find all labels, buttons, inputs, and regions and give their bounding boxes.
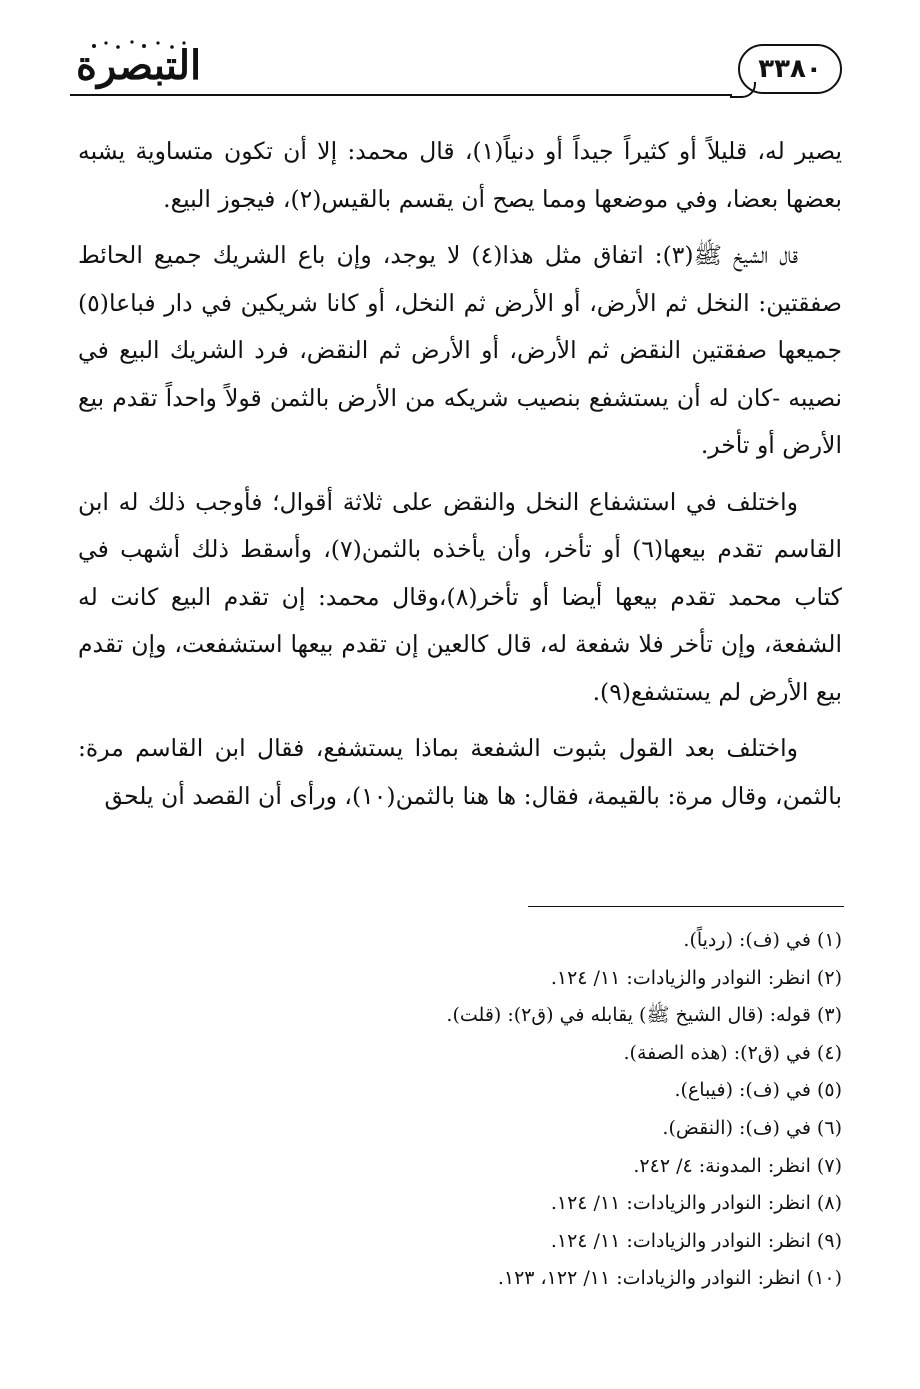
paragraph: قال الشيخ ﷺ(٣): اتفاق مثل هذا(٤) لا يوجد، وإن باع الشريك جميع الحائط صفقتين: النخل ثم الأرض، أو الأرض ثم النخل، أو كانا شريكين في دار فباعا(٥) جميعها صفقتين النقض ثم الأرض، أو الأرض ثم النقض، فرد الشريك البيع في نصيبه -كان له أن يستشفع بنصيب شريكه من الأرض بالثمن قولاً واحداً تقدم بيع الأرض أو تأخر. bbox=[78, 241, 842, 459]
page-number: ٣٣٨٠ bbox=[738, 44, 842, 94]
footnote: (٣) قوله: (قال الشيخ ﷺ) يقابله في (ق٢): (قلت). bbox=[446, 1004, 842, 1027]
footnote: (٤) في (ق٢): (هذه الصفة). bbox=[623, 1041, 842, 1064]
footnote: (١٠) انظر: النوادر والزيادات: ١١/ ١٢٢، ١٢٣. bbox=[497, 1267, 842, 1290]
paragraph: يصير له، قليلاً أو كثيراً جيداً أو دنياً(١)، قال محمد: إلا أن تكون متساوية يشبه بعضها بعضا، وفي موضعها ومما يصح أن يقسم بالقيس(٢)، فيجوز البيع. bbox=[78, 137, 842, 213]
footnote: (٥) في (ف): (فيباع). bbox=[674, 1079, 842, 1102]
footnote: (٦) في (ف): (النقض). bbox=[662, 1116, 842, 1139]
footnote: (٢) انظر: النوادر والزيادات: ١١/ ١٢٤. bbox=[550, 966, 842, 989]
main-text bbox=[78, 128, 842, 829]
paragraph: واختلف في استشفاع النخل والنقض على ثلاثة أقوال؛ فأوجب ذلك له ابن القاسم تقدم بيعها(٦) أو تأخر، وأن يأخذه بالثمن(٧)، وأسقط ذلك أشهب في كتاب محمد تقدم بيعها أيضا أو تأخر(٨)،وقال محمد: إن تقدم البيع كانت له الشفعة، وإن تأخر فلا شفعة له، قال كالعين إن تقدم بيعها استشفعت، وإن تقدم بيع الأرض لم يستشفع(٩). bbox=[78, 487, 842, 706]
footnote: (٧) انظر: المدونة: ٤/ ٢٤٢. bbox=[633, 1154, 842, 1177]
footnote: (٩) انظر: النوادر والزيادات: ١١/ ١٢٤. bbox=[550, 1229, 842, 1252]
footnote-divider bbox=[528, 906, 844, 907]
footnotes bbox=[142, 922, 842, 1298]
page-header bbox=[70, 38, 850, 108]
footnote: (٨) انظر: النوادر والزيادات: ١١/ ١٢٤. bbox=[550, 1192, 842, 1215]
paragraph: واختلف بعد القول بثبوت الشفعة بماذا يستشفع، فقال ابن القاسم مرة: بالثمن، وقال مرة: بالقيمة، فقال: ها هنا بالثمن(١٠)، ورأى أن القصد أن يلحق bbox=[78, 734, 842, 810]
header-rule bbox=[70, 94, 732, 96]
footnote: (١) في (ف): (ردياً). bbox=[683, 929, 842, 951]
book-title: التبصرة bbox=[76, 42, 202, 89]
